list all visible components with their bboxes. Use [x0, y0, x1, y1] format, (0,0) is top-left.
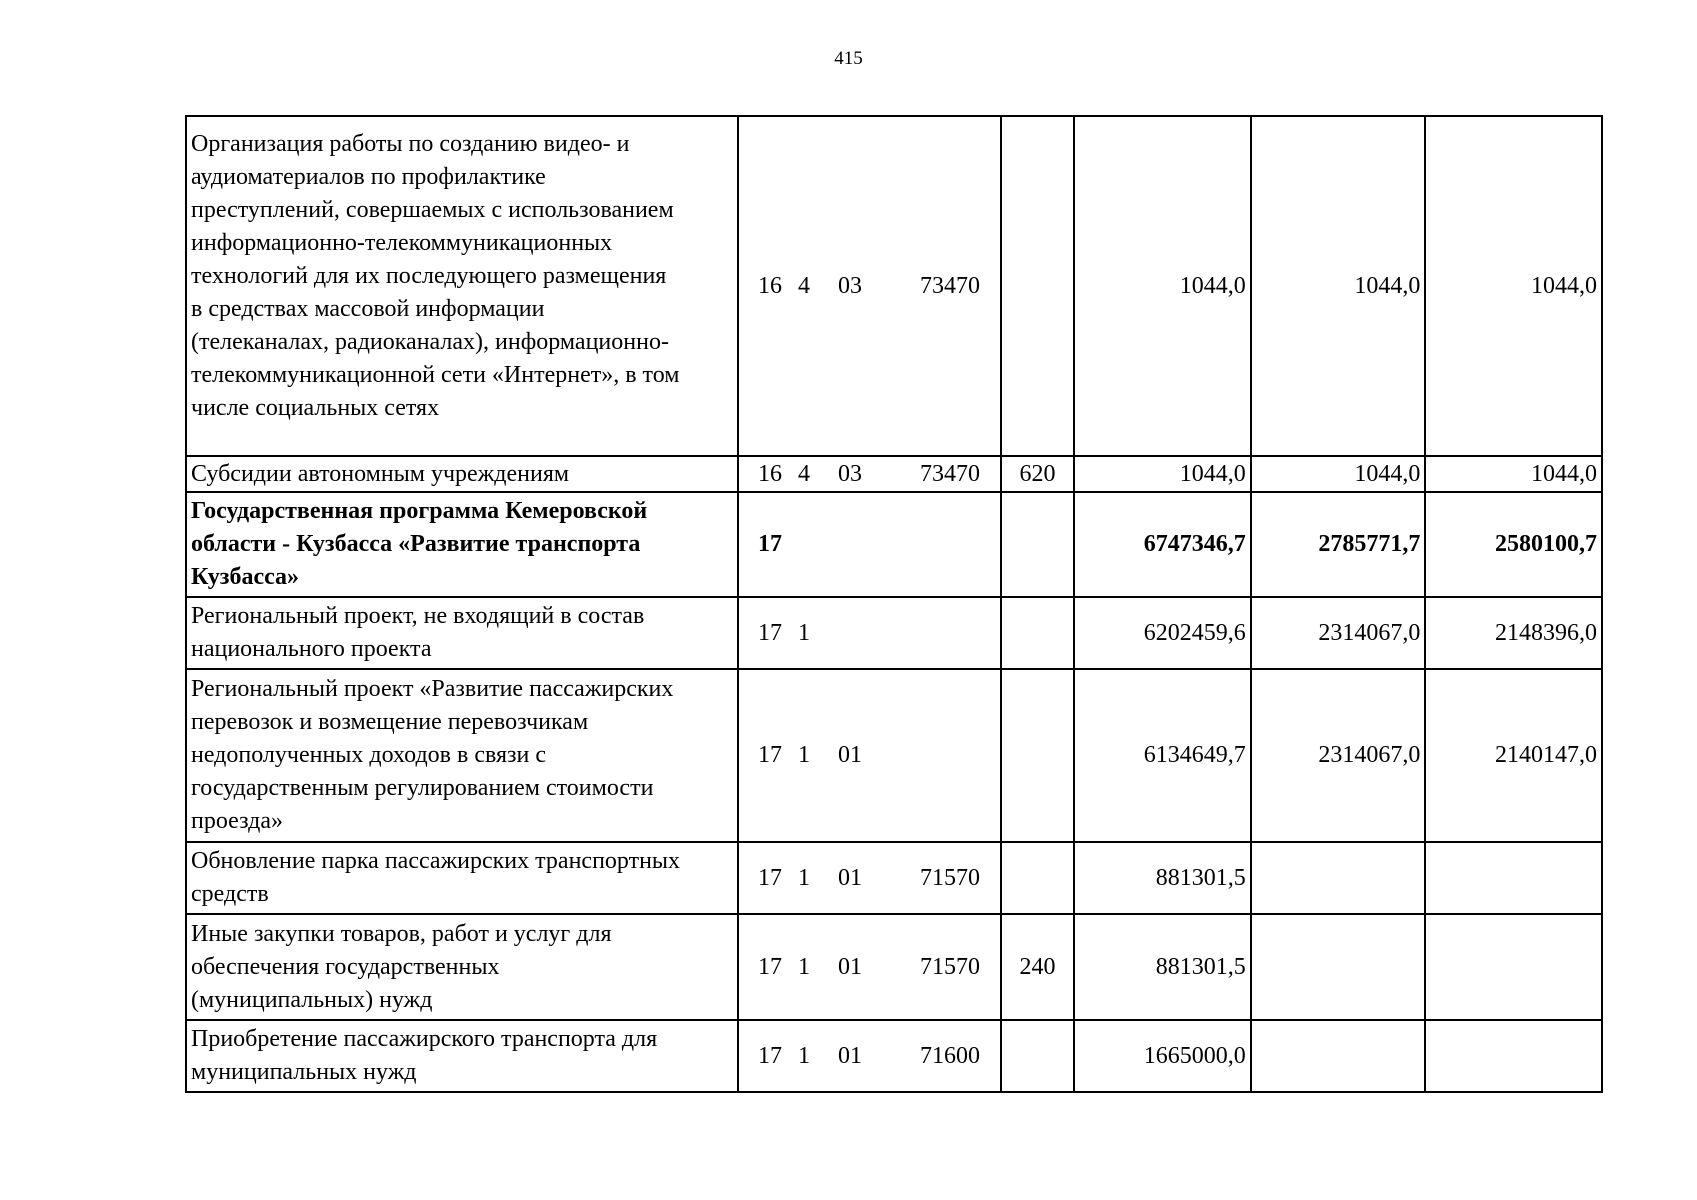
row-codes-cell [738, 456, 1001, 492]
budget-table [185, 115, 1603, 1093]
table-row [186, 914, 1602, 1020]
amount-year-2 [1251, 1020, 1426, 1092]
program-code: 17 [757, 953, 782, 980]
amount-year-2 [1251, 914, 1426, 1020]
row-codes-cell [738, 842, 1001, 914]
row-codes-cell [738, 492, 1001, 597]
row-name-line: недополученных доходов в связи с [191, 742, 546, 768]
expense-type-code [1001, 597, 1074, 669]
amount-year-1: 881301,5 [1074, 842, 1251, 914]
expense-type-code: 620 [1001, 456, 1074, 492]
program-code: 17 [757, 531, 782, 557]
table-row [186, 842, 1602, 914]
row-name-line: области - Кузбасса «Развитие транспорта [191, 531, 641, 557]
row-name-cell [186, 914, 738, 1020]
row-name-line: (муниципальных) нужд [191, 986, 433, 1013]
row-name-line: национального проекта [191, 636, 432, 662]
expense-type-code [1001, 116, 1074, 456]
event-code: 01 [837, 1042, 862, 1069]
row-name-line: Государственная программа Кемеровской [191, 498, 648, 524]
direction-code: 71570 [919, 953, 980, 980]
amount-year-1: 6202459,6 [1074, 597, 1251, 669]
event-code: 03 [837, 460, 862, 487]
subprogram-code: 1 [797, 742, 810, 768]
event-code: 03 [837, 272, 862, 299]
expense-type-code [1001, 669, 1074, 842]
direction-code [880, 617, 980, 650]
table-row [186, 456, 1602, 492]
amount-year-1: 1665000,0 [1074, 1020, 1251, 1092]
amount-year-1: 6747346,7 [1074, 492, 1251, 597]
subprogram-code: 4 [797, 460, 810, 487]
amount-year-3: 1044,0 [1425, 116, 1602, 456]
row-name-line: преступлений, совершаемых с использованием [191, 196, 674, 223]
direction-code [880, 739, 980, 772]
amount-year-3 [1425, 914, 1602, 1020]
row-name-cell [186, 116, 738, 456]
direction-code: 73470 [919, 460, 980, 487]
expense-type-code: 240 [1001, 914, 1074, 1020]
amount-year-3: 2580100,7 [1425, 492, 1602, 597]
subprogram-code: 1 [797, 953, 810, 980]
amount-year-3: 1044,0 [1425, 456, 1602, 492]
amount-year-1: 1044,0 [1074, 456, 1251, 492]
row-name-line: муниципальных нужд [191, 1059, 417, 1085]
amount-year-2 [1251, 842, 1426, 914]
row-name-cell [186, 669, 738, 842]
row-name-line: (телеканалах, радиоканалах), информационно- [191, 328, 669, 355]
row-codes-cell [738, 669, 1001, 842]
row-codes-cell [738, 1020, 1001, 1092]
program-code: 17 [757, 1042, 782, 1069]
table-row [186, 1020, 1602, 1092]
table-row [186, 492, 1602, 597]
amount-year-2: 2785771,7 [1251, 492, 1426, 597]
event-code: 01 [837, 953, 862, 980]
direction-code: 71570 [919, 864, 980, 891]
row-name-line: числе социальных сетях [191, 394, 440, 421]
row-name-line: Региональный проект «Развитие пассажирских [191, 676, 674, 702]
row-name-line: в средствах массовой информации [191, 295, 545, 322]
row-name-line: Субсидии автономным учреждениям [191, 460, 570, 487]
program-code: 16 [757, 272, 782, 299]
subprogram-code [788, 528, 820, 561]
event-code [820, 528, 880, 561]
row-name-line: Приобретение пассажирского транспорта для [191, 1026, 658, 1052]
row-name-line: Иные закупки товаров, работ и услуг для [191, 920, 612, 947]
event-code [820, 617, 880, 650]
expense-type-code [1001, 842, 1074, 914]
row-name-line: обеспечения государственных [191, 953, 500, 980]
direction-code: 71600 [919, 1042, 980, 1069]
table-row [186, 669, 1602, 842]
program-code: 16 [757, 460, 782, 487]
row-name-cell [186, 597, 738, 669]
amount-year-2: 1044,0 [1251, 116, 1426, 456]
row-name-cell [186, 456, 738, 492]
event-code: 01 [837, 742, 862, 768]
table-row [186, 116, 1602, 456]
amount-year-3: 2140147,0 [1425, 669, 1602, 842]
page-number: 415 [834, 48, 863, 69]
row-name-line: аудиоматериалов по профилактике [191, 163, 546, 190]
direction-code: 73470 [919, 272, 980, 299]
row-name-line: перевозок и возмещение перевозчикам [191, 709, 589, 735]
subprogram-code: 1 [797, 864, 810, 891]
budget-table-body [186, 116, 1602, 1092]
row-codes-cell [738, 116, 1001, 456]
row-name-line: государственным регулированием стоимости [191, 775, 654, 801]
row-name-line: Кузбасса» [191, 564, 300, 590]
amount-year-3 [1425, 842, 1602, 914]
expense-type-code [1001, 492, 1074, 597]
row-name-cell [186, 842, 738, 914]
amount-year-3 [1425, 1020, 1602, 1092]
row-name-line: Обновление парка пассажирских транспортных [191, 848, 681, 874]
amount-year-2: 2314067,0 [1251, 597, 1426, 669]
program-code: 17 [757, 742, 782, 768]
row-name-line: информационно-телекоммуникационных [191, 229, 613, 256]
expense-type-code [1001, 1020, 1074, 1092]
row-name-line: Организация работы по созданию видео- и [191, 130, 630, 157]
program-code: 17 [757, 619, 782, 646]
subprogram-code: 1 [797, 1042, 810, 1069]
row-codes-cell [738, 597, 1001, 669]
row-name-cell [186, 1020, 738, 1092]
amount-year-2: 2314067,0 [1251, 669, 1426, 842]
event-code: 01 [837, 864, 862, 891]
row-codes-cell [738, 914, 1001, 1020]
row-name-line: технологий для их последующего размещения [191, 262, 667, 289]
table-row [186, 597, 1602, 669]
amount-year-1: 1044,0 [1074, 116, 1251, 456]
program-code: 17 [757, 864, 782, 891]
row-name-line: Региональный проект, не входящий в состав [191, 603, 645, 629]
direction-code [880, 528, 980, 561]
subprogram-code: 4 [797, 272, 810, 299]
amount-year-1: 881301,5 [1074, 914, 1251, 1020]
amount-year-2: 1044,0 [1251, 456, 1426, 492]
row-name-line: средств [191, 881, 269, 907]
row-name-cell [186, 492, 738, 597]
amount-year-3: 2148396,0 [1425, 597, 1602, 669]
row-name-line: проезда» [191, 808, 283, 834]
row-name-line: телекоммуникационной сети «Интернет», в том [191, 361, 680, 388]
amount-year-1: 6134649,7 [1074, 669, 1251, 842]
subprogram-code: 1 [797, 619, 810, 646]
